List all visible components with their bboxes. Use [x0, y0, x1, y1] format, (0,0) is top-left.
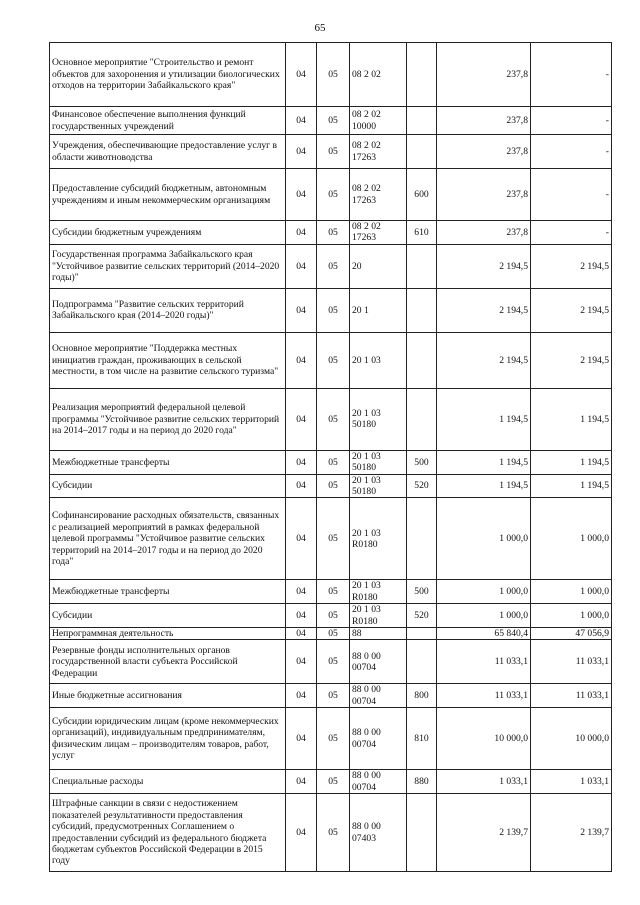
row-section-cell: 04 [286, 708, 317, 770]
row-expense-type-cell: 610 [407, 221, 437, 245]
row-amount-year2-cell: 2 194,5 [531, 244, 612, 288]
table-row [50, 580, 612, 604]
row-name-cell: Учреждения, обеспечивающие предоставление услуг в области животноводства [50, 135, 286, 169]
row-amount-year2-cell: - [531, 107, 612, 135]
row-expense-type-cell [407, 794, 437, 872]
row-target-article-cell: 88 0 00 00704 [350, 640, 407, 684]
row-name-cell: Подпрограмма "Развитие сельских территорий Забайкальского края (2014–2020 годы)" [50, 288, 286, 332]
row-amount-year1-cell: 1 033,1 [437, 770, 531, 794]
row-amount-year1-cell: 1 194,5 [437, 450, 531, 474]
row-amount-year1-cell: 1 194,5 [437, 388, 531, 450]
table-row [50, 604, 612, 628]
row-name-cell: Иные бюджетные ассигнования [50, 684, 286, 708]
row-section-cell: 04 [286, 135, 317, 169]
row-amount-year2-cell: 2 194,5 [531, 332, 612, 388]
row-section-cell: 04 [286, 498, 317, 580]
row-section-cell: 04 [286, 770, 317, 794]
row-amount-year2-cell: 1 000,0 [531, 498, 612, 580]
row-expense-type-cell: 500 [407, 450, 437, 474]
row-amount-year2-cell: 1 194,5 [531, 388, 612, 450]
row-amount-year2-cell: 11 033,1 [531, 684, 612, 708]
row-expense-type-cell: 520 [407, 604, 437, 628]
row-expense-type-cell: 520 [407, 474, 437, 498]
table-row [50, 450, 612, 474]
row-target-article-cell: 88 0 00 00704 [350, 684, 407, 708]
row-amount-year2-cell: - [531, 43, 612, 107]
row-section-cell: 04 [286, 43, 317, 107]
row-expense-type-cell [407, 628, 437, 640]
row-expense-type-cell [407, 107, 437, 135]
row-amount-year2-cell: 2 194,5 [531, 288, 612, 332]
table-row [50, 628, 612, 640]
row-name-cell: Субсидии [50, 474, 286, 498]
row-target-article-cell: 20 1 03 [350, 332, 407, 388]
table-row [50, 640, 612, 684]
row-amount-year2-cell: 1 033,1 [531, 770, 612, 794]
row-name-cell: Межбюджетные трансферты [50, 450, 286, 474]
row-amount-year2-cell: - [531, 169, 612, 221]
row-name-cell: Основное мероприятие "Строительство и ремонт объектов для захоронения и утилизации биологических отходов на территории Забайкальского края" [50, 43, 286, 107]
table-row [50, 498, 612, 580]
row-target-article-cell: 20 1 03 50180 [350, 450, 407, 474]
row-amount-year2-cell: - [531, 221, 612, 245]
row-subsection-cell: 05 [317, 640, 350, 684]
row-name-cell: Субсидии юридическим лицам (кроме некоммерческих организаций), индивидуальным предпринимателям, физическим лицам – производителям товаров, работ, услуг [50, 708, 286, 770]
table-row [50, 244, 612, 288]
row-section-cell: 04 [286, 684, 317, 708]
row-subsection-cell: 05 [317, 288, 350, 332]
row-expense-type-cell: 500 [407, 580, 437, 604]
row-section-cell: 04 [286, 604, 317, 628]
row-name-cell: Государственная программа Забайкальского края "Устойчивое развитие сельских территорий (2014–2020 годы)" [50, 244, 286, 288]
row-amount-year1-cell: 10 000,0 [437, 708, 531, 770]
row-name-cell: Резервные фонды исполнительных органов государственной власти субъекта Российской Федерации [50, 640, 286, 684]
table-row [50, 708, 612, 770]
row-expense-type-cell [407, 135, 437, 169]
row-amount-year1-cell: 237,8 [437, 43, 531, 107]
row-expense-type-cell [407, 244, 437, 288]
row-target-article-cell: 20 1 [350, 288, 407, 332]
row-name-cell: Межбюджетные трансферты [50, 580, 286, 604]
row-section-cell: 04 [286, 640, 317, 684]
row-section-cell: 04 [286, 288, 317, 332]
table-row [50, 794, 612, 872]
row-amount-year1-cell: 2 194,5 [437, 288, 531, 332]
table-row [50, 684, 612, 708]
page-number: 65 [314, 22, 326, 34]
row-amount-year1-cell: 1 000,0 [437, 604, 531, 628]
row-subsection-cell: 05 [317, 770, 350, 794]
table-row [50, 474, 612, 498]
table-row [50, 169, 612, 221]
row-amount-year1-cell: 237,8 [437, 107, 531, 135]
row-section-cell: 04 [286, 107, 317, 135]
row-target-article-cell: 88 0 00 00704 [350, 770, 407, 794]
budget-table [49, 42, 612, 872]
row-amount-year1-cell: 2 194,5 [437, 244, 531, 288]
row-name-cell: Финансовое обеспечение выполнения функций государственных учреждений [50, 107, 286, 135]
row-amount-year2-cell: - [531, 135, 612, 169]
row-name-cell: Непрограммная деятельность [50, 628, 286, 640]
row-target-article-cell: 08 2 02 [350, 43, 407, 107]
row-subsection-cell: 05 [317, 244, 350, 288]
row-amount-year2-cell: 1 194,5 [531, 474, 612, 498]
row-subsection-cell: 05 [317, 107, 350, 135]
row-amount-year2-cell: 1 194,5 [531, 450, 612, 474]
row-section-cell: 04 [286, 244, 317, 288]
row-name-cell: Субсидии бюджетным учреждениям [50, 221, 286, 245]
row-amount-year2-cell: 1 000,0 [531, 580, 612, 604]
row-expense-type-cell: 800 [407, 684, 437, 708]
table-row [50, 43, 612, 107]
row-amount-year1-cell: 11 033,1 [437, 684, 531, 708]
row-name-cell: Предоставление субсидий бюджетным, автономным учреждениям и иным некоммерческим организациям [50, 169, 286, 221]
row-target-article-cell: 88 0 00 07403 [350, 794, 407, 872]
row-amount-year1-cell: 1 194,5 [437, 474, 531, 498]
row-name-cell: Основное мероприятие "Поддержка местных инициатив граждан, проживающих в сельской местности, в том числе на развитие сельского туризма" [50, 332, 286, 388]
row-amount-year2-cell: 1 000,0 [531, 604, 612, 628]
row-subsection-cell: 05 [317, 135, 350, 169]
budget-table-body [50, 43, 612, 872]
row-expense-type-cell: 600 [407, 169, 437, 221]
row-target-article-cell: 08 2 02 17263 [350, 135, 407, 169]
row-expense-type-cell [407, 498, 437, 580]
row-subsection-cell: 05 [317, 684, 350, 708]
row-section-cell: 04 [286, 580, 317, 604]
table-row [50, 332, 612, 388]
row-expense-type-cell [407, 388, 437, 450]
row-expense-type-cell [407, 288, 437, 332]
table-row [50, 107, 612, 135]
row-target-article-cell: 08 2 02 17263 [350, 169, 407, 221]
row-subsection-cell: 05 [317, 221, 350, 245]
table-row [50, 288, 612, 332]
row-section-cell: 04 [286, 388, 317, 450]
row-subsection-cell: 05 [317, 332, 350, 388]
row-amount-year1-cell: 237,8 [437, 135, 531, 169]
row-name-cell: Специальные расходы [50, 770, 286, 794]
row-amount-year1-cell: 237,8 [437, 221, 531, 245]
table-row [50, 770, 612, 794]
row-amount-year2-cell: 47 056,9 [531, 628, 612, 640]
row-subsection-cell: 05 [317, 169, 350, 221]
row-amount-year1-cell: 237,8 [437, 169, 531, 221]
row-subsection-cell: 05 [317, 604, 350, 628]
row-subsection-cell: 05 [317, 628, 350, 640]
row-section-cell: 04 [286, 332, 317, 388]
row-target-article-cell: 88 0 00 00704 [350, 708, 407, 770]
row-section-cell: 04 [286, 628, 317, 640]
row-subsection-cell: 05 [317, 388, 350, 450]
row-section-cell: 04 [286, 474, 317, 498]
row-expense-type-cell [407, 640, 437, 684]
row-amount-year2-cell: 10 000,0 [531, 708, 612, 770]
row-subsection-cell: 05 [317, 43, 350, 107]
row-name-cell: Реализация мероприятий федеральной целевой программы "Устойчивое развитие сельских территорий на 2014–2017 годы и на период до 2020 года" [50, 388, 286, 450]
row-subsection-cell: 05 [317, 474, 350, 498]
row-name-cell: Субсидии [50, 604, 286, 628]
row-section-cell: 04 [286, 169, 317, 221]
row-section-cell: 04 [286, 794, 317, 872]
row-subsection-cell: 05 [317, 580, 350, 604]
table-row [50, 221, 612, 245]
row-target-article-cell: 20 1 03 R0180 [350, 580, 407, 604]
row-expense-type-cell [407, 332, 437, 388]
row-amount-year2-cell: 2 139,7 [531, 794, 612, 872]
row-amount-year2-cell: 11 033,1 [531, 640, 612, 684]
table-row [50, 135, 612, 169]
row-name-cell: Софинансирование расходных обязательств, связанных с реализацией мероприятий в рамках федеральной целевой программы "Устойчивое развитие сельских территорий на 2014–2017 годы и на период до 2020 года" [50, 498, 286, 580]
row-subsection-cell: 05 [317, 498, 350, 580]
row-name-cell: Штрафные санкции в связи с недостижением показателей результативности предоставления субсидий, предусмотренных Соглашением о предоставлении субсидий из федерального бюджета бюджетам субъектов Российской Федерации в 2015 году [50, 794, 286, 872]
row-amount-year1-cell: 1 000,0 [437, 498, 531, 580]
row-amount-year1-cell: 2 139,7 [437, 794, 531, 872]
row-amount-year1-cell: 1 000,0 [437, 580, 531, 604]
row-target-article-cell: 88 [350, 628, 407, 640]
row-subsection-cell: 05 [317, 794, 350, 872]
row-section-cell: 04 [286, 221, 317, 245]
row-target-article-cell: 20 [350, 244, 407, 288]
row-target-article-cell: 20 1 03 R0180 [350, 498, 407, 580]
row-target-article-cell: 08 2 02 17263 [350, 221, 407, 245]
row-target-article-cell: 20 1 03 50180 [350, 388, 407, 450]
row-expense-type-cell: 810 [407, 708, 437, 770]
row-expense-type-cell [407, 43, 437, 107]
row-target-article-cell: 20 1 03 50180 [350, 474, 407, 498]
row-subsection-cell: 05 [317, 450, 350, 474]
row-subsection-cell: 05 [317, 708, 350, 770]
row-section-cell: 04 [286, 450, 317, 474]
row-amount-year1-cell: 2 194,5 [437, 332, 531, 388]
row-expense-type-cell: 880 [407, 770, 437, 794]
row-target-article-cell: 08 2 02 10000 [350, 107, 407, 135]
table-row [50, 388, 612, 450]
row-amount-year1-cell: 65 840,4 [437, 628, 531, 640]
row-target-article-cell: 20 1 03 R0180 [350, 604, 407, 628]
row-amount-year1-cell: 11 033,1 [437, 640, 531, 684]
